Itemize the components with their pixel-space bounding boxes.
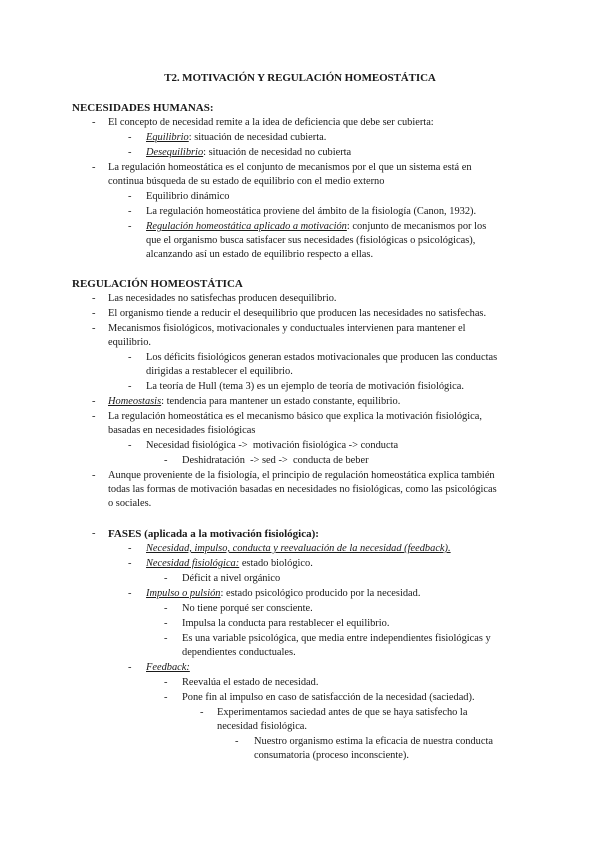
bullet-dash: - [164, 603, 168, 614]
section-heading-fases: FASES (aplicada a la motivación fisiológica): [108, 528, 319, 540]
list-item: La regulación homeostática proviene del ámbito de la fisiología (Canon, 1932). [146, 206, 477, 217]
bullet-dash: - [164, 618, 168, 629]
bullet-dash: - [92, 470, 96, 481]
list-item-line: alcanzando así un estado de equilibrio respecto a ellas. [146, 249, 374, 260]
list-item: No tiene porqué ser consciente. [182, 603, 313, 614]
list-item: Necesidad, impulso, conducta y reevaluación de la necesidad (feedback). [146, 543, 451, 554]
list-item: El organismo tiende a reducir el desequilibrio que producen las necesidades no satisfechas. [108, 308, 487, 319]
bullet-dash: - [92, 117, 96, 128]
list-item: El concepto de necesidad remite a la idea de deficiencia que debe ser cubierta: [108, 117, 434, 128]
bullet-dash: - [128, 558, 132, 569]
list-item: Necesidad fisiológica -> motivación fisiológica -> conducta [146, 440, 399, 451]
bullet-dash: - [128, 543, 132, 554]
term-text: : situación de necesidad cubierta. [188, 132, 327, 143]
list-item-line: consumatoria (proceso inconsciente). [254, 750, 409, 761]
section-heading-regulacion: REGULACIÓN HOMEOSTÁTICA [72, 278, 243, 290]
bullet-dash: - [164, 573, 168, 584]
list-item: Reevalúa el estado de necesidad. [182, 677, 319, 688]
list-item: Pone fin al impulso en caso de satisfacción de la necesidad (saciedad). [182, 692, 475, 703]
list-item-line: o sociales. [108, 498, 152, 509]
bullet-dash: - [164, 633, 168, 644]
bullet-dash: - [128, 191, 132, 202]
term: Necesidad fisiológica: [146, 558, 240, 569]
list-item [146, 587, 420, 602]
bullet-dash: - [128, 440, 132, 451]
list-item-line: Es una variable psicológica, que media entre independientes fisiológicas y [182, 633, 491, 644]
list-item: Las necesidades no satisfechas producen desequilibrio. [108, 293, 337, 304]
list-item-line: continua búsqueda de su estado de equilibrio con el medio externo [108, 176, 385, 187]
list-item-line: Los déficits fisiológicos generan estados motivacionales que producen las conductas [146, 352, 498, 363]
bullet-dash: - [92, 528, 96, 539]
bullet-dash: - [128, 132, 132, 143]
bullet-dash: - [92, 293, 96, 304]
term-text: : tendencia para mantener un estado constante, equilibrio. [161, 396, 401, 407]
list-item [146, 557, 313, 572]
bullet-dash: - [128, 662, 132, 673]
bullet-dash: - [128, 381, 132, 392]
list-item-line: Aunque proveniente de la fisiología, el principio de regulación homeostática explica también [108, 470, 495, 481]
term-text: : conjunto de mecanismos por los [346, 221, 487, 232]
bullet-dash: - [92, 323, 96, 334]
list-item-line: todas las formas de motivación basadas en necesidades no fisiológicas, como las psicológicas [108, 484, 497, 495]
list-item: Impulsa la conducta para restablecer el equilibrio. [182, 618, 390, 629]
bullet-dash: - [92, 396, 96, 407]
bullet-dash: - [235, 736, 239, 747]
list-item-line: Nuestro organismo estima la eficacia de nuestra conducta [254, 736, 493, 747]
list-item: La teoría de Hull (tema 3) es un ejemplo de teoría de motivación fisiológica. [146, 381, 464, 392]
bullet-dash: - [164, 692, 168, 703]
bullet-dash: - [128, 588, 132, 599]
bullet-dash: - [92, 308, 96, 319]
list-item: Equilibrio dinámico [146, 191, 230, 202]
list-item-line: necesidad fisiológica. [217, 721, 308, 732]
list-item: Déficit a nivel orgánico [182, 573, 281, 584]
list-item-line: dirigidas a restablecer el equilibrio. [146, 366, 293, 377]
list-item-line: dependientes conductuales. [182, 647, 296, 658]
list-item-line [146, 220, 486, 235]
list-item: Deshidratación -> sed -> conducta de beber [182, 455, 369, 466]
list-item-line: basadas en necesidades fisiológicas [108, 425, 256, 436]
list-item-line: Mecanismos fisiológicos, motivacionales y conductuales intervienen para mantener el [108, 323, 466, 334]
list-item-line: La regulación homeostática es el mecanismo básico que explica la motivación fisiológica, [108, 411, 482, 422]
term: Equilibrio [146, 132, 189, 143]
page-title: T2. MOTIVACIÓN Y REGULACIÓN HOMEOSTÁTICA [164, 72, 436, 84]
list-item [108, 395, 400, 410]
bullet-dash: - [164, 677, 168, 688]
term: Desequilibrio [146, 147, 204, 158]
bullet-dash: - [128, 206, 132, 217]
bullet-dash: - [128, 352, 132, 363]
list-item [146, 131, 326, 146]
term: Regulación homeostática aplicado a motivación [146, 221, 347, 232]
bullet-dash: - [92, 162, 96, 173]
bullet-dash: - [164, 455, 168, 466]
list-item-line: que el organismo busca satisfacer sus necesidades (fisiológicas o psicológicas), [146, 235, 476, 246]
list-item [146, 146, 351, 161]
term: Impulso o pulsión [146, 588, 221, 599]
list-item-line: La regulación homeostática es el conjunto de mecanismos por el que un sistema está en [108, 162, 472, 173]
list-item-line: Experimentamos saciedad antes de que se haya satisfecho la [217, 707, 468, 718]
bullet-dash: - [200, 707, 204, 718]
list-item: Feedback: [146, 662, 190, 673]
term: Homeostasis [108, 396, 162, 407]
bullet-dash: - [128, 147, 132, 158]
bullet-dash: - [92, 411, 96, 422]
list-item-line: equilibrio. [108, 337, 151, 348]
term-text: : estado psicológico producido por la necesidad. [220, 588, 421, 599]
bullet-dash: - [128, 221, 132, 232]
term-text: : situación de necesidad no cubierta [203, 147, 352, 158]
term-text: estado biológico. [239, 558, 313, 569]
section-heading-necesidades: NECESIDADES HUMANAS: [72, 102, 214, 114]
